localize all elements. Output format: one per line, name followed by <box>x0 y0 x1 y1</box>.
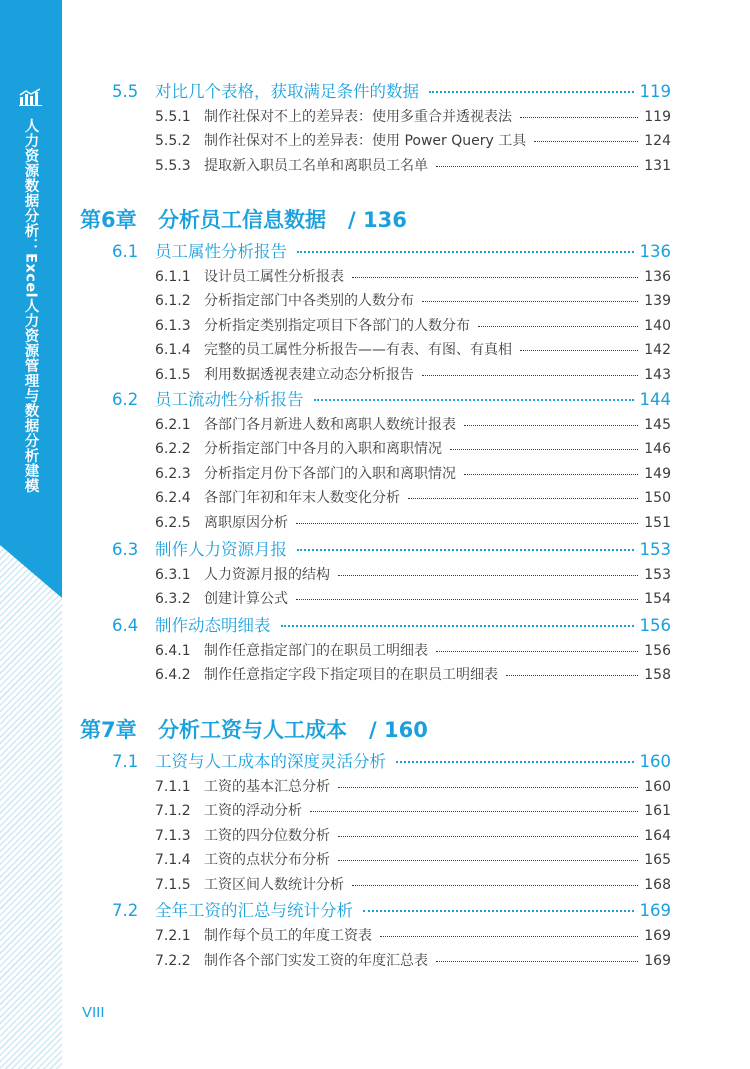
section-title: 全年工资的汇总与统计分析 <box>155 901 353 920</box>
subsection-title: 分析指定部门中各类别的人数分布 <box>204 293 414 309</box>
toc-subsection-7-1-3[interactable] <box>155 825 671 845</box>
subsection-number: 7.1.1 <box>155 779 191 795</box>
chapter-page: / 160 <box>369 718 428 742</box>
subsection-title: 各部门各月新进人数和离职人数统计报表 <box>204 417 456 433</box>
subsection-title: 利用数据透视表建立动态分析报告 <box>204 367 414 383</box>
page-number: 146 <box>644 441 671 457</box>
subsection-title: 制作任意指定部门的在职员工明细表 <box>204 643 428 659</box>
chapter-title: 分析工资与人工成本 <box>158 718 347 742</box>
toc-section-6-2[interactable] <box>112 386 671 410</box>
subsection-title: 制作每个员工的年度工资表 <box>204 928 372 944</box>
page-number: 158 <box>644 667 671 683</box>
subsection-number: 5.5.1 <box>155 109 191 125</box>
subsection-title: 创建计算公式 <box>204 591 288 607</box>
dot-leader <box>436 947 638 962</box>
dot-leader <box>534 127 638 142</box>
dot-leader <box>450 435 638 450</box>
subsection-number: 5.5.2 <box>155 133 191 149</box>
subsection-number: 7.1.2 <box>155 803 191 819</box>
dot-leader <box>338 773 638 788</box>
dot-leader <box>396 745 634 764</box>
chapter-page: / 136 <box>348 208 407 232</box>
page-number: 153 <box>644 567 671 583</box>
page-number: 164 <box>644 828 671 844</box>
toc-subsection-6-3-1[interactable] <box>155 564 671 584</box>
subsection-number: 6.2.5 <box>155 515 191 531</box>
subsection-number: 6.2.4 <box>155 490 191 506</box>
dot-leader <box>338 822 638 837</box>
toc-subsection-7-2-2[interactable] <box>155 950 671 970</box>
dot-leader <box>296 509 638 524</box>
section-number: 6.1 <box>112 242 139 261</box>
subsection-title: 制作社保对不上的差异表：使用 Power Query 工具 <box>204 133 527 149</box>
subsection-number: 5.5.3 <box>155 158 191 174</box>
page-number: 119 <box>644 109 671 125</box>
subsection-number: 6.2.1 <box>155 417 191 433</box>
subsection-title: 设计员工属性分析报表 <box>204 269 344 285</box>
book-title: 人力资源数据分析：Excel人力资源管理与数据分析建模 <box>22 118 39 494</box>
page-number: 160 <box>639 752 671 771</box>
page-number: 169 <box>644 928 671 944</box>
page-number: 144 <box>639 390 671 409</box>
chapter-number: 第6章 <box>80 208 137 232</box>
subsection-title: 完整的员工属性分析报告——有表、有图、有真相 <box>204 342 512 358</box>
section-number: 7.1 <box>112 752 139 771</box>
subsection-title: 分析指定部门中各月的入职和离职情况 <box>204 441 442 457</box>
page-number: 139 <box>644 293 671 309</box>
page-number: 140 <box>644 318 671 334</box>
subsection-title: 分析指定类别指定项目下各部门的人数分布 <box>204 318 470 334</box>
toc-subsection-6-1-5[interactable] <box>155 364 671 384</box>
subsection-title: 制作社保对不上的差异表：使用多重合并透视表法 <box>204 109 512 125</box>
dot-leader <box>314 383 634 402</box>
toc-subsection-6-2-1[interactable] <box>155 414 671 434</box>
section-number: 7.2 <box>112 901 139 920</box>
section-title: 员工流动性分析报告 <box>155 390 304 409</box>
dot-leader <box>310 797 638 812</box>
toc-subsection-6-1-4[interactable] <box>155 339 671 359</box>
toc-section-5-5[interactable] <box>112 78 671 102</box>
section-title: 制作人力资源月报 <box>155 540 287 559</box>
toc-subsection-7-1-5[interactable] <box>155 874 671 894</box>
subsection-title: 制作任意指定字段下指定项目的在职员工明细表 <box>204 667 498 683</box>
toc-subsection-7-1-1[interactable] <box>155 776 671 796</box>
dot-leader <box>464 411 638 426</box>
side-band <box>0 0 62 1069</box>
chapter-title: 分析员工信息数据 <box>158 208 326 232</box>
dot-leader <box>422 287 638 302</box>
page-number: 153 <box>639 540 671 559</box>
toc-chapter-6[interactable] <box>80 204 407 234</box>
subsection-number: 6.1.3 <box>155 318 191 334</box>
dot-leader <box>363 894 634 913</box>
toc-subsection-6-1-2[interactable] <box>155 290 671 310</box>
toc-subsection-5-5-1[interactable] <box>155 106 671 126</box>
section-number: 6.2 <box>112 390 139 409</box>
page-number: 142 <box>644 342 671 358</box>
dot-leader <box>478 312 638 327</box>
toc-subsection-6-1-3[interactable] <box>155 315 671 335</box>
page-number: 160 <box>644 779 671 795</box>
subsection-number: 6.1.5 <box>155 367 191 383</box>
toc-section-7-1[interactable] <box>112 748 671 772</box>
subsection-number: 6.1.2 <box>155 293 191 309</box>
dot-leader <box>338 846 638 861</box>
subsection-number: 6.4.2 <box>155 667 191 683</box>
toc-section-6-1[interactable] <box>112 238 671 262</box>
section-number: 6.3 <box>112 540 139 559</box>
toc-subsection-6-1-1[interactable] <box>155 266 671 286</box>
page-number: 119 <box>639 82 671 101</box>
dot-leader <box>297 533 634 552</box>
toc-subsection-7-1-4[interactable] <box>155 849 671 869</box>
subsection-number: 7.2.2 <box>155 953 191 969</box>
toc-subsection-6-2-3[interactable] <box>155 463 671 483</box>
subsection-title: 工资的基本汇总分析 <box>204 779 330 795</box>
subsection-title: 工资的浮动分析 <box>204 803 302 819</box>
page-number: 169 <box>644 953 671 969</box>
subsection-number: 6.3.1 <box>155 567 191 583</box>
subsection-number: 6.1.4 <box>155 342 191 358</box>
subsection-number: 6.3.2 <box>155 591 191 607</box>
subsection-title: 分析指定月份下各部门的入职和离职情况 <box>204 466 456 482</box>
page-number: 168 <box>644 877 671 893</box>
dot-leader <box>436 152 638 167</box>
dot-leader <box>408 484 638 499</box>
dot-leader <box>352 263 638 278</box>
subsection-number: 6.1.1 <box>155 269 191 285</box>
dot-leader <box>297 235 634 254</box>
page-number: 136 <box>639 242 671 261</box>
dot-leader <box>352 871 638 886</box>
section-number: 5.5 <box>112 82 139 101</box>
toc-subsection-6-4-1[interactable] <box>155 640 671 660</box>
dot-leader <box>506 661 638 676</box>
folio-page-number: VIII <box>82 1004 105 1021</box>
dot-leader <box>422 361 638 376</box>
section-title: 工资与人工成本的深度灵活分析 <box>155 752 386 771</box>
chapter-number: 第7章 <box>80 718 137 742</box>
toc-subsection-6-3-2[interactable] <box>155 588 671 608</box>
page-number: 143 <box>644 367 671 383</box>
dot-leader <box>520 103 638 118</box>
section-title: 对比几个表格，获取满足条件的数据 <box>155 82 419 101</box>
subsection-number: 6.2.2 <box>155 441 191 457</box>
subsection-number: 6.2.3 <box>155 466 191 482</box>
page-number: 149 <box>644 466 671 482</box>
page-number: 161 <box>644 803 671 819</box>
subsection-title: 各部门年初和年末人数变化分析 <box>204 490 400 506</box>
toc-section-6-4[interactable] <box>112 612 671 636</box>
page-number: 136 <box>644 269 671 285</box>
section-title: 员工属性分析报告 <box>155 242 287 261</box>
page-number: 156 <box>639 616 671 635</box>
toc-subsection-7-1-2[interactable] <box>155 800 671 820</box>
toc-section-7-2[interactable] <box>112 897 671 921</box>
toc-subsection-5-5-2[interactable] <box>155 130 671 150</box>
subsection-number: 6.4.1 <box>155 643 191 659</box>
subsection-title: 人力资源月报的结构 <box>204 567 330 583</box>
bar-chart-icon <box>18 88 44 106</box>
page-number: 165 <box>644 852 671 868</box>
section-title: 制作动态明细表 <box>155 616 271 635</box>
page-number: 131 <box>644 158 671 174</box>
toc-subsection-6-2-4[interactable] <box>155 487 671 507</box>
dot-leader <box>429 75 634 94</box>
subsection-title: 离职原因分析 <box>204 515 288 531</box>
subsection-title: 工资的点状分布分析 <box>204 852 330 868</box>
toc-chapter-7[interactable] <box>80 714 428 744</box>
page-number: 150 <box>644 490 671 506</box>
subsection-title: 制作各个部门实发工资的年度汇总表 <box>204 953 428 969</box>
section-number: 6.4 <box>112 616 139 635</box>
subsection-title: 工资的四分位数分析 <box>204 828 330 844</box>
page-number: 145 <box>644 417 671 433</box>
toc-subsection-7-2-1[interactable] <box>155 925 671 945</box>
dot-leader <box>296 585 638 600</box>
page-number: 169 <box>639 901 671 920</box>
toc-subsection-5-5-3[interactable] <box>155 155 671 175</box>
subsection-number: 7.2.1 <box>155 928 191 944</box>
subsection-number: 7.1.4 <box>155 852 191 868</box>
dot-leader <box>436 637 638 652</box>
toc-subsection-6-2-5[interactable] <box>155 512 671 532</box>
subsection-number: 7.1.5 <box>155 877 191 893</box>
toc-subsection-6-4-2[interactable] <box>155 664 671 684</box>
dot-leader <box>281 609 634 628</box>
page-number: 156 <box>644 643 671 659</box>
dot-leader <box>520 336 638 351</box>
subsection-title: 工资区间人数统计分析 <box>204 877 344 893</box>
page-number: 154 <box>644 591 671 607</box>
toc-section-6-3[interactable] <box>112 536 671 560</box>
dot-leader <box>380 922 638 937</box>
dot-leader <box>338 561 638 576</box>
dot-leader <box>464 460 638 475</box>
page-number: 124 <box>644 133 671 149</box>
page-number: 151 <box>644 515 671 531</box>
subsection-title: 提取新入职员工名单和离职员工名单 <box>204 158 428 174</box>
toc-subsection-6-2-2[interactable] <box>155 438 671 458</box>
subsection-number: 7.1.3 <box>155 828 191 844</box>
